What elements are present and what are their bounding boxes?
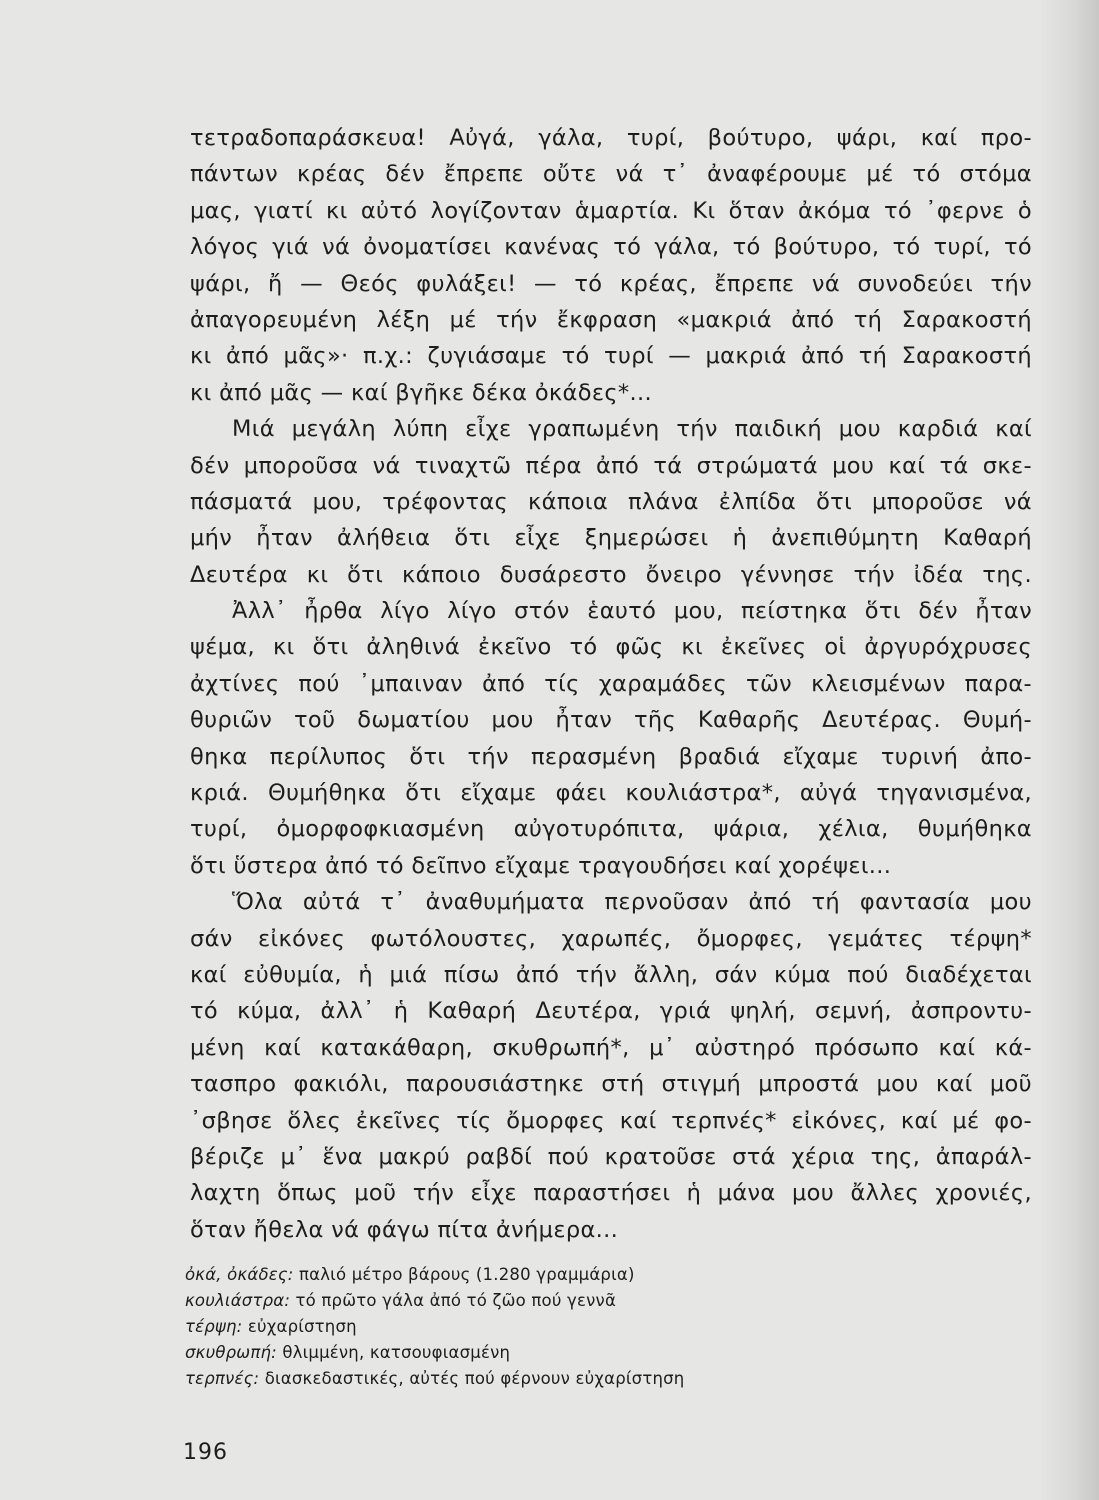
footnote [185,1314,885,1340]
text-line: δέν μποροῦσα νά τιναχτῶ πέρα ἀπό τά στρώματά μου καί τά σκε- [190,452,1032,479]
footnote [185,1366,885,1392]
text-line: καί εὐθυμία, ἡ μιά πίσω ἀπό τήν ἄλλη, σάν κύμα πού διαδέχεται [190,961,1032,988]
text-line: ἀπαγορευμένη λέξη μέ τήν ἔκφραση «μακριά ἀπό τή Σαρακοστή [190,306,1032,333]
text-line: ψάρι, ἤ — Θεός φυλάξει! — τό κρέας, ἔπρεπε νά συνοδεύει τήν [190,270,1032,297]
footnote-definition: εὐχαρίστηση [247,1317,357,1336]
text-line: τυρί, ὀμορφοφκιασμένη αὐγοτυρόπιτα, ψάρια, χέλια, θυμήθηκα [190,816,1032,843]
text-line: ἀχτίνες πού ᾽μπαιναν ἀπό τίς χαραμάδες τῶν κλεισμένων παρα- [190,670,1032,697]
text-line: Ὅλα αὐτά τ᾽ ἀναθυμήματα περνοῦσαν ἀπό τή φαντασία μου [232,889,1032,916]
text-line: πάντων κρέας δέν ἔπρεπε οὔτε νά τ᾽ ἀναφέρουμε μέ τό στόμα [190,161,1032,188]
text-line: τό κύμα, ἀλλ᾽ ἡ Καθαρή Δευτέρα, γριά ψηλή, σεμνή, ἀσπροντυ- [190,998,1032,1025]
text-line: ὅτι ὕστερα ἀπό τό δεῖπνο εἴχαμε τραγουδήσει καί χορέψει... [190,852,892,879]
text-line: θηκα περίλυπος ὅτι τήν περασμένη βραδιά εἴχαμε τυρινή ἀπο- [190,743,1032,770]
text-line: θυριῶν τοῦ δωματίου μου ἦταν τῆς Καθαρῆς Δευτέρας. Θυμή- [190,707,1032,734]
footnote [185,1340,885,1366]
footnote-definition: παλιό μέτρο βάρους (1.280 γραμμάρια) [299,1265,635,1284]
text-line: μας, γιατί κι αὐτό λογίζονταν ἁμαρτία. Κι ὅταν ἀκόμα τό ᾽φερνε ὁ [190,197,1032,224]
text-line: βέριζε μ᾽ ἕνα μακρύ ραβδί πού κρατοῦσε στά χέρια της, ἀπαράλ- [190,1143,1032,1170]
text-line: τασπρο φακιόλι, παρουσιάστηκε στή στιγμή μπροστά μου καί μοῦ [190,1071,1032,1098]
body-text [190,120,1032,1248]
footnote-term: τερπνές: [185,1369,260,1388]
text-line: σάν εἰκόνες φωτόλουστες, χαρωπές, ὄμορφες, γεμάτες τέρψη* [190,925,1032,952]
text-line: Ἀλλ᾽ ἦρθα λίγο λίγο στόν ἑαυτό μου, πείστηκα ὅτι δέν ἦταν [232,598,1032,625]
footnote-definition: θλιμμένη, κατσουφιασμένη [282,1343,511,1362]
text-line: ᾽σβησε ὅλες ἐκεῖνες τίς ὄμορφες καί τερπνές* εἰκόνες, καί μέ φο- [190,1107,1032,1134]
text-line: κι ἀπό μᾶς»· π.χ.: ζυγιάσαμε τό τυρί — μακριά ἀπό τή Σαρακοστή [190,343,1032,370]
text-line: κι ἀπό μᾶς — καί βγῆκε δέκα ὀκάδες*... [190,379,653,406]
footnote-definition: διασκεδαστικές, αὐτές πού φέρνουν εὐχαρίστηση [264,1369,685,1388]
text-line: λόγος γιά νά ὀνοματίσει κανένας τό γάλα, τό βούτυρο, τό τυρί, τό [190,234,1032,261]
footnote-term: κουλιάστρα: [185,1291,291,1310]
text-line: Δευτέρα κι ὅτι κάποιο δυσάρεστο ὄνειρο γέννησε τήν ἰδέα της. [190,561,1032,588]
footnote [185,1262,885,1288]
text-line: τετραδοπαράσκευα! Αὐγά, γάλα, τυρί, βούτυρο, ψάρι, καί προ- [190,125,1032,151]
text-line: πάσματά μου, τρέφοντας κάποια πλάνα ἐλπίδα ὅτι μποροῦσε νά [190,488,1032,515]
page-edge-shadow [1039,0,1099,1500]
text-line: ψέμα, κι ὅτι ἀληθινά ἐκεῖνο τό φῶς κι ἐκεῖνες οἱ ἀργυρόχρυσες [190,634,1032,661]
footnote-term: σκυθρωπή: [185,1343,277,1362]
text-line: λαχτη ὅπως μοῦ τήν εἶχε παραστήσει ἡ μάνα μου ἄλλες χρονιές, [190,1180,1032,1207]
footnote [185,1288,885,1314]
footnote-definition: τό πρῶτο γάλα ἀπό τό ζῶο πού γεννᾶ [295,1291,617,1310]
text-line: μήν ἦταν ἀλήθεια ὅτι εἶχε ξημερώσει ἡ ἀνεπιθύμητη Καθαρή [190,525,1032,552]
text-line: ὅταν ἤθελα νά φάγω πίτα ἀνήμερα... [190,1216,619,1243]
footnotes [185,1262,885,1392]
footnote-term: ὀκά, ὀκάδες: [185,1265,294,1284]
footnote-term: τέρψη: [185,1317,243,1336]
page-number: 196 [183,1440,228,1465]
text-line: μένη καί κατακάθαρη, σκυθρωπή*, μ᾽ αὐστηρό πρόσωπο καί κά- [190,1034,1032,1061]
text-line: Μιά μεγάλη λύπη εἶχε γραπωμένη τήν παιδική μου καρδιά καί [232,416,1032,443]
text-line: κριά. Θυμήθηκα ὅτι εἴχαμε φάει κουλιάστρα*, αὐγά τηγανισμένα, [190,780,1032,807]
